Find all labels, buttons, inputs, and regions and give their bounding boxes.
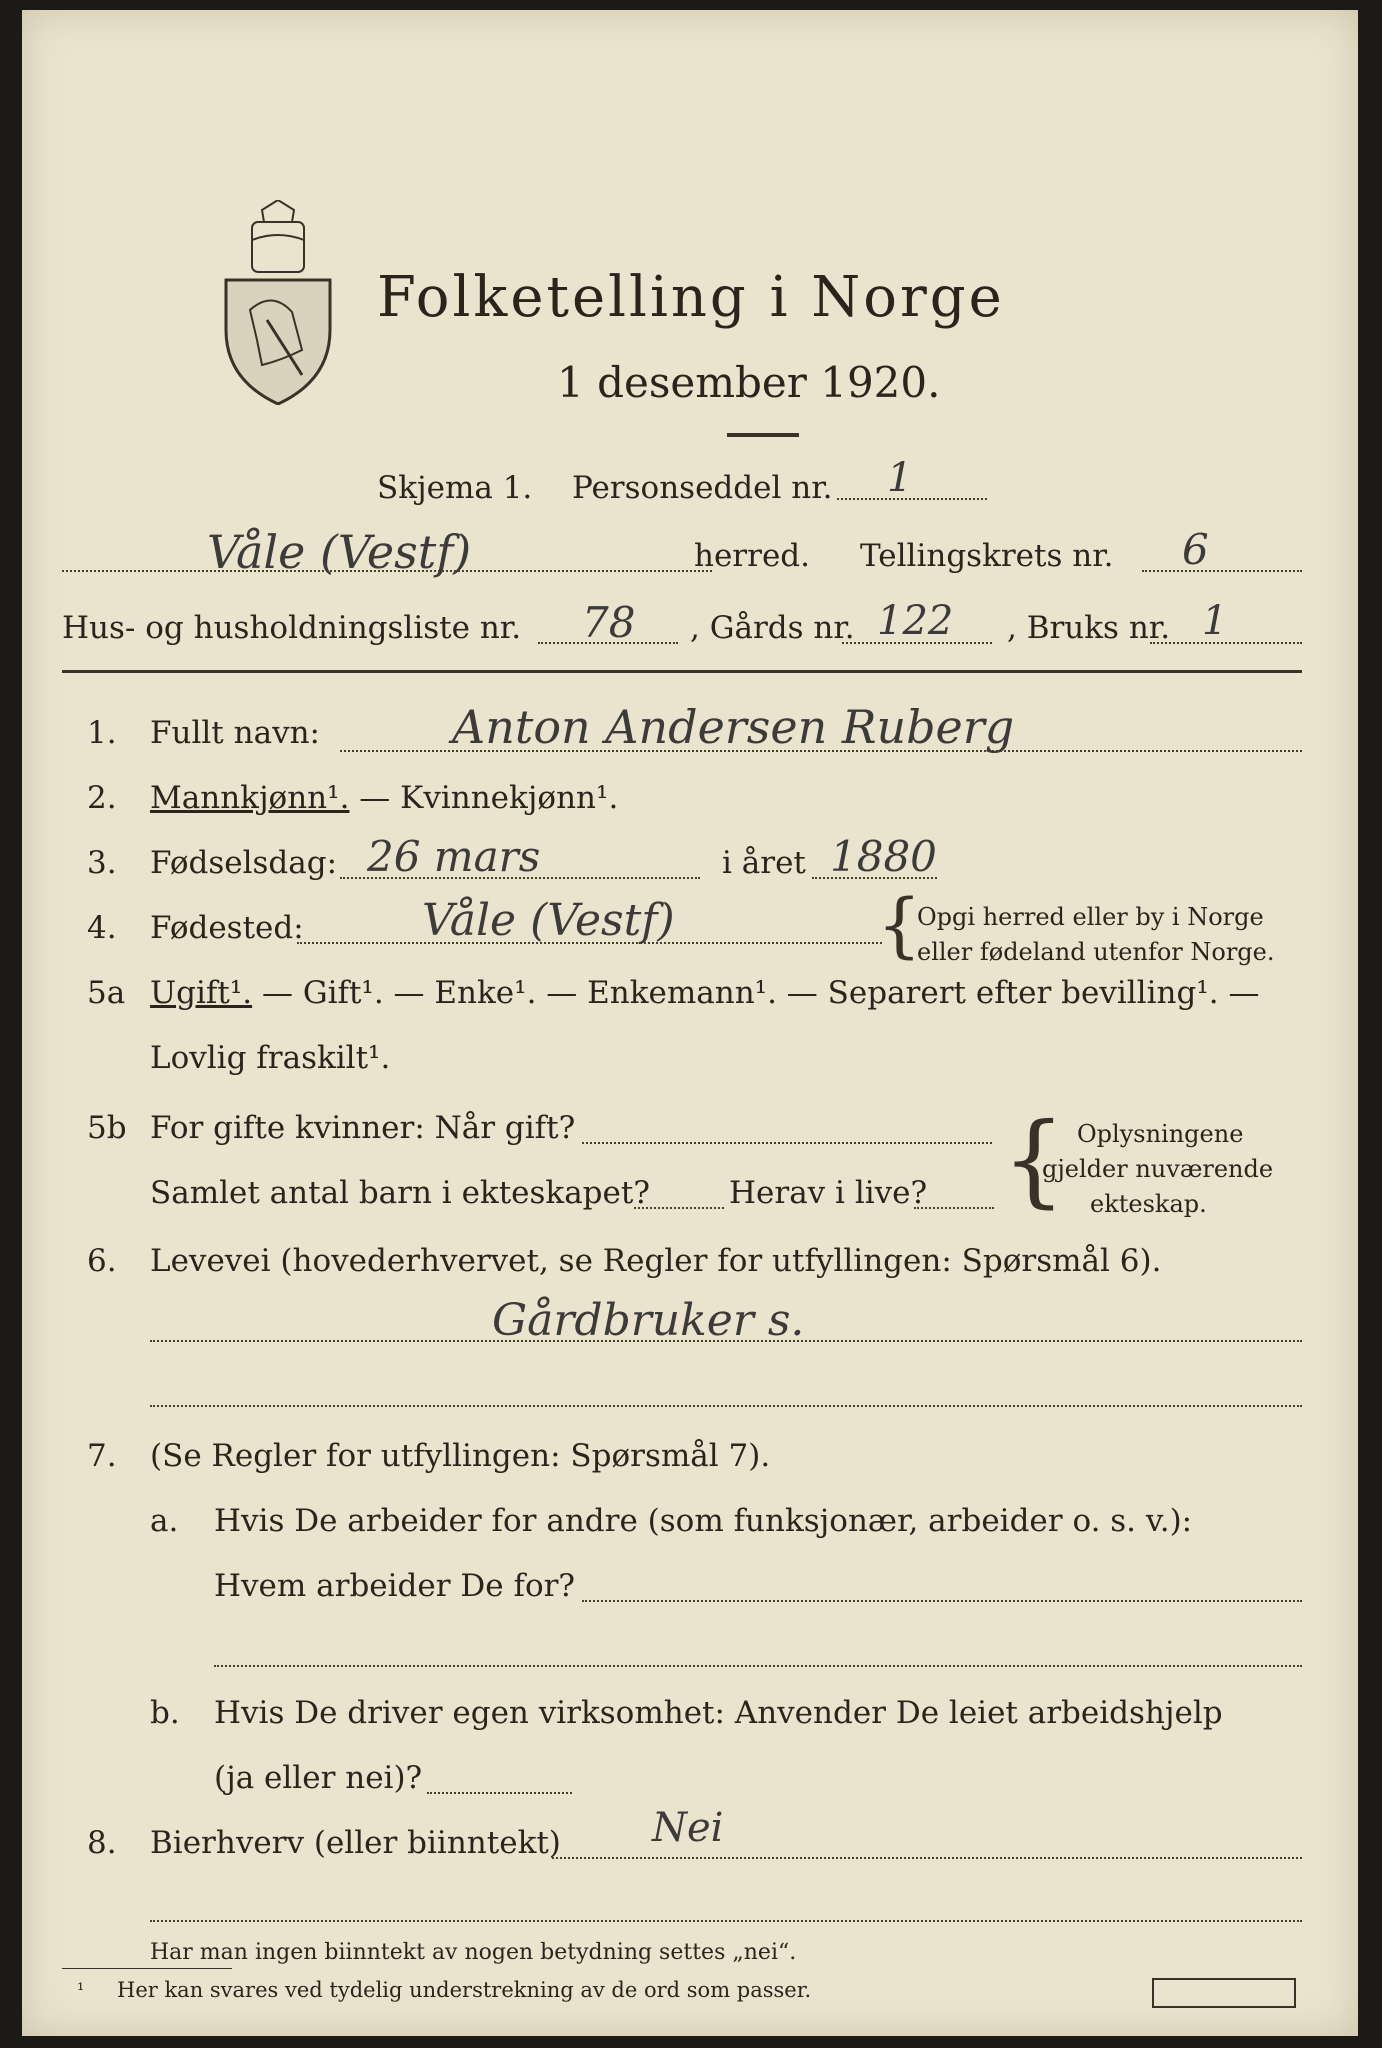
- farm-number-label: , Gårds nr.: [690, 610, 855, 646]
- sex-options: Mannkjønn¹. — Kvinnekjønn¹.: [150, 780, 619, 816]
- municipality-label: herred.: [694, 538, 810, 574]
- q7a-question: Hvis De arbeider for andre (som funksjonær, arbeider o. s. v.):: [214, 1503, 1193, 1539]
- household-list-value[interactable]: 78: [582, 598, 636, 647]
- marriage-note-3: ekteskap.: [1090, 1190, 1207, 1218]
- birthplace-value[interactable]: Våle (Vestf): [422, 895, 675, 946]
- full-name-label: Fullt navn:: [150, 715, 320, 751]
- children-alive-label: Herav i live?: [729, 1175, 928, 1211]
- side-income-value[interactable]: Nei: [652, 1805, 724, 1851]
- footnote-text: Her kan svares ved tydelig understrekning av de ord som passer.: [117, 1978, 812, 2002]
- footnote-marker: ¹: [77, 1980, 85, 2001]
- q7-label: (Se Regler for utfyllingen: Spørsmål 7).: [150, 1438, 771, 1474]
- coat-of-arms-icon: [222, 200, 334, 405]
- occupation-label: Levevei (hovederhvervet, se Regler for utfyllingen: Spørsmål 6).: [150, 1243, 1162, 1279]
- side-income-label: Bierhverv (eller biinntekt): [150, 1825, 561, 1861]
- person-slip-label: Personseddel nr.: [572, 470, 833, 506]
- occupation-value[interactable]: Gårdbruker s.: [492, 1295, 805, 1346]
- form-title: Folketelling i Norge: [377, 265, 1005, 330]
- birthplace-note-2: eller fødeland utenfor Norge.: [917, 938, 1275, 966]
- marriage-note-1: Oplysningene: [1077, 1120, 1244, 1148]
- schema-label: Skjema 1.: [377, 470, 533, 506]
- farm-number-value[interactable]: 122: [877, 598, 954, 644]
- form-date: 1 desember 1920.: [557, 358, 941, 407]
- printer-stamp: [1152, 1978, 1296, 2008]
- household-list-label: Hus- og husholdningsliste nr.: [62, 610, 522, 646]
- birth-year-label: i året: [722, 845, 806, 881]
- municipality-value[interactable]: Våle (Vestf): [207, 525, 472, 579]
- marital-status-options: Ugift¹. — Gift¹. — Enke¹. — Enkemann¹. — Separert efter bevilling¹. —: [150, 975, 1260, 1011]
- full-name-value[interactable]: Anton Andersen Ruberg: [452, 700, 1015, 754]
- employer-field[interactable]: [582, 1600, 1302, 1602]
- income-note: Har man ingen biinntekt av nogen betydning settes „nei“.: [150, 1940, 797, 1965]
- person-slip-number[interactable]: 1: [887, 455, 913, 501]
- q7b-question: Hvis De driver egen virksomhet: Anvender De leiet arbeidshjelp: [214, 1695, 1223, 1731]
- hired-help-field[interactable]: [427, 1792, 572, 1794]
- employer-label: Hvem arbeider De for?: [214, 1568, 576, 1604]
- birth-date-value[interactable]: 26 mars: [367, 832, 541, 881]
- birth-date-label: Fødselsdag:: [150, 845, 338, 881]
- birthplace-label: Fødested:: [150, 910, 304, 946]
- marital-unmarried-option[interactable]: Ugift¹.: [150, 975, 253, 1011]
- header-divider: [62, 670, 1302, 673]
- married-when-label: For gifte kvinner: Når gift?: [150, 1110, 576, 1146]
- children-count-label: Samlet antal barn i ekteskapet?: [150, 1175, 650, 1211]
- enumeration-district-value[interactable]: 6: [1182, 525, 1209, 574]
- birth-year-value[interactable]: 1880: [830, 832, 937, 881]
- sex-male-option[interactable]: Mannkjønn¹.: [150, 780, 350, 816]
- hired-help-label: (ja eller nei)?: [214, 1760, 423, 1796]
- sex-female-option[interactable]: Kvinnekjønn¹.: [400, 780, 619, 816]
- marriage-note-2: gjelder nuværende: [1042, 1155, 1274, 1183]
- birthplace-note-1: Opgi herred eller by i Norge: [917, 903, 1264, 931]
- enumeration-district-label: Tellingskrets nr.: [860, 538, 1114, 574]
- census-form: Folketelling i Norge 1 desember 1920. Skjema 1. Personseddel nr. 1 Våle (Vestf) herred. Tellingskrets nr. 6 Hus- og husholdningsliste nr. 78 , Gårds nr. 122 , Bruks nr. 1 1. Fullt navn: Anton Andersen Ruberg 2. Mannkjønn¹. — Kvinnekjønn¹. 3. Fødselsdag: 26 mars i året 1880 4. Fødested: Våle (Vestf) { Opgi herred eller by i Norge eller fødeland utenfor Norge. 5a Ugift¹. — Gift¹. — Enke¹. — Enkemann¹. — Separert efter bevilling¹. — Lovlig fraskilt¹. 5b For gifte kvinner: Når gift? Samlet antal barn i ekteskapet? Herav i live? { Oplysningene gjelder nuværende ekteskap. 6. Levevei (hovederhvervet, se Regler for utfyllingen: Spørsmål 6). Gårdbruker s. 7. (Se Regler for utfyllingen: Spørsmål 7). a. Hvis De arbeider for andre (som funksjonær, arbeider o. s. v.): Hvem arbeider De for? b. Hvis De driver egen virksomhet: Anvender De leiet arbeidshjelp (ja eller nei)? 8. Bierhverv (eller biinntekt) Nei Har man ingen biinntekt av nogen betydning settes „nei“. ¹ Her kan svares ved tydelig understrekning av de ord som passer.: [22, 10, 1358, 2036]
- use-number-label: , Bruks nr.: [1007, 610, 1171, 646]
- use-number-value[interactable]: 1: [1202, 598, 1228, 644]
- marital-divorced-option[interactable]: Lovlig fraskilt¹.: [150, 1040, 391, 1076]
- title-rule: [727, 433, 799, 437]
